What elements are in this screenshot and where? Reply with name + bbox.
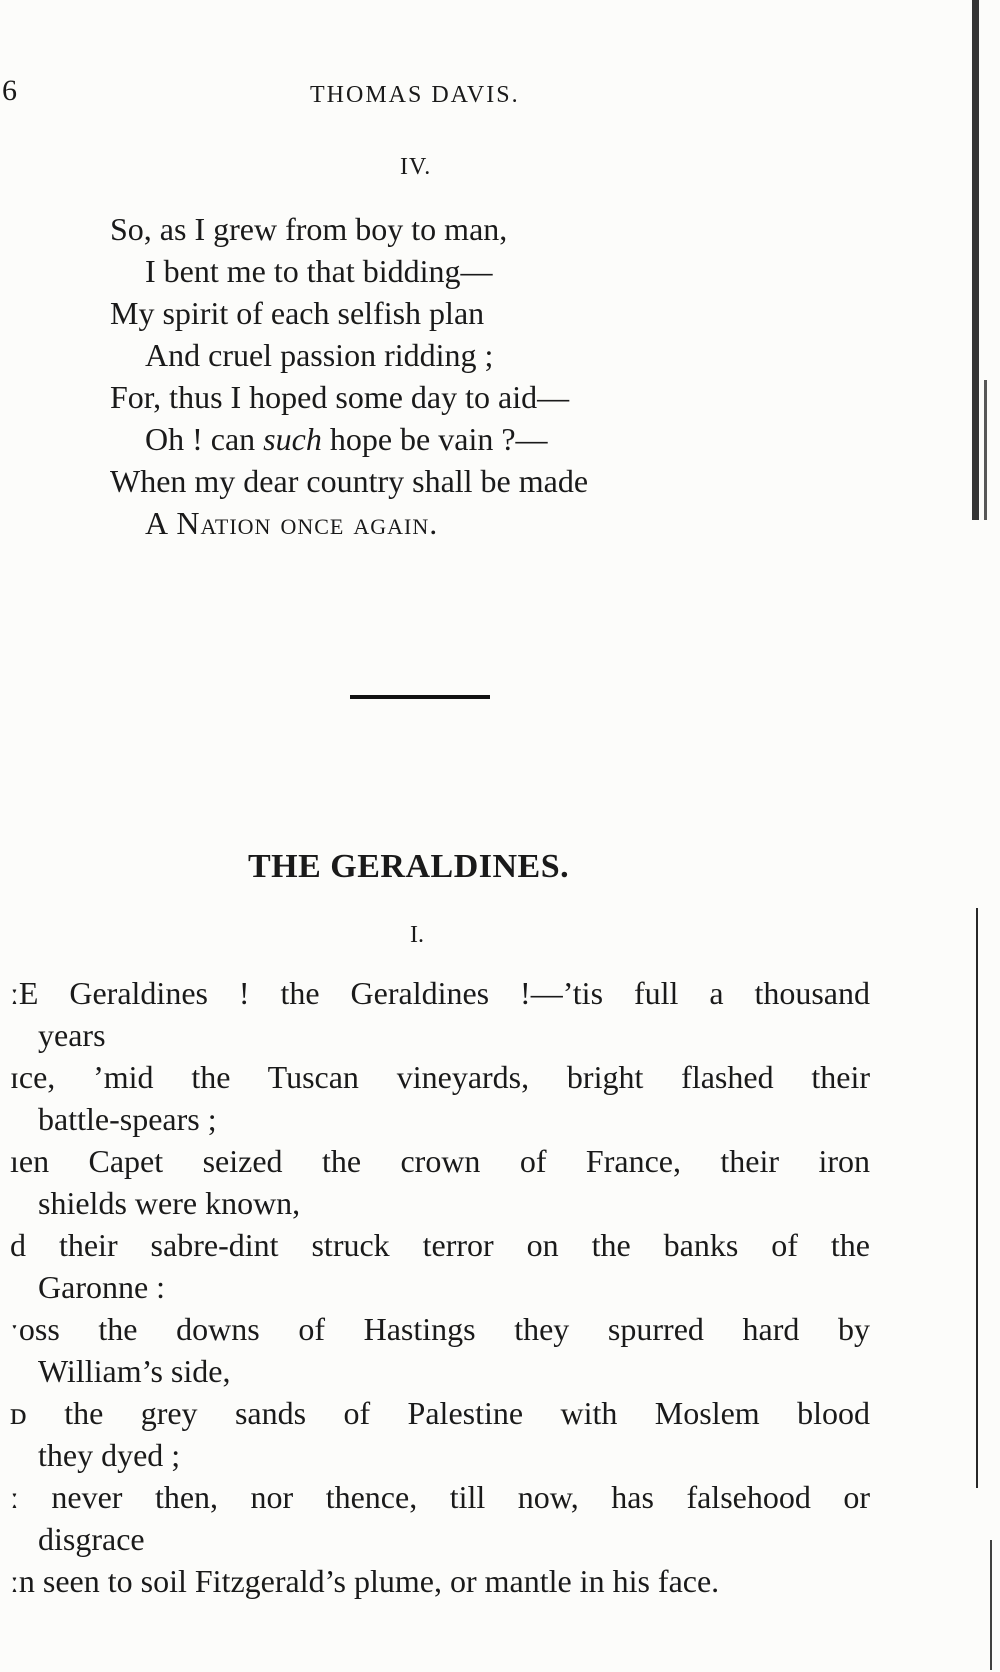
- poem-line: ˑoss the downs of Hastings they spurred hard by: [10, 1311, 870, 1347]
- poem-line: ᴅ the grey sands of Palestine with Moslem blood: [10, 1395, 870, 1431]
- poem-line-continuation: battle-spears ;: [38, 1101, 217, 1137]
- stanza-number: I.: [410, 922, 424, 948]
- italic-emphasis: such: [263, 421, 322, 457]
- page-edge-shadow: [984, 380, 987, 520]
- poem-line: When my dear country shall be made: [110, 463, 589, 499]
- poem-line: d their sabre-dint struck terror on the banks of the: [10, 1227, 870, 1263]
- poem-line: ːn seen to soil Fitzgerald’s plume, or mantle in his face.: [10, 1563, 720, 1599]
- poem-line-continuation: they dyed ;: [38, 1437, 181, 1473]
- line-text: Oh ! can: [145, 421, 264, 457]
- poem-line-continuation: William’s side,: [38, 1353, 231, 1389]
- poem-line: ıen Capet seized the crown of France, their iron: [10, 1143, 870, 1179]
- poem-line-continuation: shields were known,: [38, 1185, 301, 1221]
- page-edge-shadow: [976, 908, 978, 1488]
- poem-line-continuation: Garonne :: [38, 1269, 166, 1305]
- running-head: THOMAS DAVIS.: [310, 82, 520, 108]
- poem-line: A Nation once again.: [145, 505, 439, 541]
- poem-line: I bent me to that bidding—: [145, 253, 493, 289]
- poem-line: And cruel passion ridding ;: [145, 337, 494, 373]
- poem-line: ː never then, nor thence, till now, has falsehood or: [10, 1479, 870, 1515]
- poem-line: [110, 418, 588, 460]
- poem-line: ːE Geraldines ! the Geraldines !—’tis full a thousand: [10, 975, 870, 1011]
- poem-line-continuation: disgrace: [38, 1521, 145, 1557]
- line-text: hope be vain ?—: [321, 421, 548, 457]
- poem-line: My spirit of each selfish plan: [110, 295, 485, 331]
- poem-line: So, as I grew from boy to man,: [110, 211, 508, 247]
- page-edge-shadow: [972, 0, 979, 520]
- page-number: 6: [2, 74, 17, 107]
- poem-line: ɪce, ’mid the Tuscan vineyards, bright flashed their: [10, 1059, 870, 1095]
- poem-title: THE GERALDINES.: [248, 848, 570, 885]
- poem-stanza: [0, 972, 870, 1602]
- page-edge-shadow: [990, 1540, 992, 1670]
- section-divider: [350, 695, 490, 699]
- poem-stanza: [110, 208, 588, 544]
- poem-line: For, thus I hoped some day to aid—: [110, 379, 570, 415]
- poem-line-continuation: years: [38, 1017, 106, 1053]
- stanza-number: IV.: [400, 154, 432, 180]
